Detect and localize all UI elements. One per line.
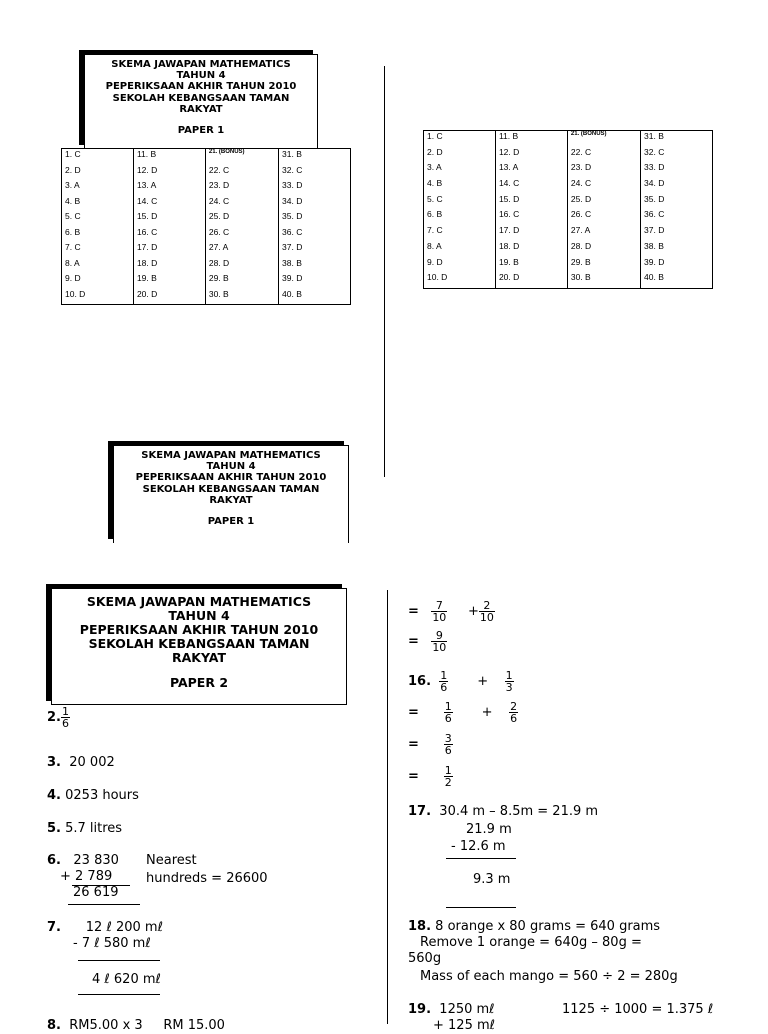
header-line5: RAKYAT — [179, 103, 223, 115]
answer-cell: 4. B — [427, 178, 443, 189]
answer-cell: 37. D — [641, 225, 713, 241]
answer-cell: 19. B — [133, 273, 205, 289]
answer-cell: 24. C — [567, 178, 640, 194]
answer-cell: 33. D — [279, 180, 351, 196]
q6-note2: hundreds = 26600 — [146, 871, 268, 886]
header-line5: RAKYAT — [209, 494, 253, 506]
answer-cell: 19. B — [495, 257, 567, 273]
table-row — [424, 225, 713, 241]
answer-cell: 17. D — [133, 242, 205, 258]
header-line3: PEPERIKSAAN AKHIR TAHUN 2010 — [135, 472, 327, 484]
q17-underline — [446, 858, 516, 859]
header-line5: RAKYAT — [171, 650, 227, 665]
paper-label: PAPER 1 — [177, 124, 225, 136]
paper1-header-box-2 — [113, 445, 349, 543]
answer-cell: 26. C — [205, 227, 278, 243]
answer-cell: 5. C — [65, 211, 81, 221]
column-divider — [384, 66, 385, 477]
answer-cell: 35. D — [279, 211, 351, 227]
answer-cell: 24. C — [205, 196, 278, 212]
table-row — [424, 257, 713, 273]
answer-cell: 16. C — [495, 209, 567, 225]
header-line1: SKEMA JAWAPAN MATHEMATICS — [86, 594, 312, 609]
q18-line3: 560g — [408, 951, 442, 966]
answer-cell: 4. B — [65, 195, 81, 206]
header-line4: SEKOLAH KEBANGSAAN TAMAN — [142, 483, 320, 495]
table-row — [424, 209, 713, 225]
paper-label: PAPER 1 — [207, 515, 255, 527]
table-row — [62, 149, 351, 165]
answer-q7: 7. 12 ℓ 200 mℓ — [47, 920, 163, 935]
answer-cell: 1. C — [427, 131, 443, 141]
answer-cell: 9. D — [427, 256, 443, 267]
answer-r2: = $\frac{9}{10}$ — [408, 629, 447, 654]
table-row — [424, 241, 713, 257]
answer-cell: 34. D — [279, 196, 351, 212]
q17-a: 21.9 m — [466, 822, 512, 837]
q6-sum: 26 619 — [73, 885, 119, 900]
answer-cell: 22. C — [205, 165, 278, 181]
answer-cell: 3. A — [427, 162, 442, 173]
table-row — [62, 196, 351, 212]
table-row — [62, 227, 351, 243]
fraction: $\frac{1}{6}$ — [61, 705, 69, 730]
answer-cell: 32. C — [641, 147, 713, 163]
q19-b: 1125 ÷ 1000 = 1.375 ℓ — [562, 1002, 714, 1017]
answer-cell: 5. C — [427, 193, 443, 204]
answer-cell: 40. B — [641, 272, 713, 288]
answer-cell: 8. A — [427, 240, 442, 251]
answer-q4: 4. 0253 hours — [47, 788, 139, 803]
answer-r5: = $\frac{1}{2}$ — [408, 764, 452, 789]
table-row — [424, 147, 713, 163]
answer-cell: 18. D — [133, 258, 205, 274]
header-line3: PEPERIKSAAN AKHIR TAHUN 2010 — [79, 622, 319, 637]
answer-cell: 27. A — [205, 242, 278, 258]
answer-q18: 18. 8 orange x 80 grams = 640 grams — [408, 919, 661, 934]
answer-cell: 39. D — [641, 257, 713, 273]
answer-r3: = $\frac{1}{6}$ + $\frac{2}{6}$ — [408, 700, 518, 725]
answer-cell: 14. C — [133, 196, 205, 212]
q17-underline-2 — [446, 907, 516, 908]
answer-cell: 6. B — [427, 209, 443, 220]
header-line4: SEKOLAH KEBANGSAAN TAMAN — [112, 92, 290, 104]
q7-underline — [78, 960, 160, 961]
table-row — [424, 272, 713, 288]
answer-cell: 39. D — [279, 273, 351, 289]
answer-cell: 22. C — [567, 147, 640, 163]
table-row — [424, 194, 713, 210]
q6-underline-2 — [68, 904, 140, 905]
answer-cell: 38. B — [641, 241, 713, 257]
answer-cell: 36. C — [279, 227, 351, 243]
answer-cell: 20. D — [133, 289, 205, 305]
column-divider-bottom — [387, 590, 388, 1024]
answer-cell: 27. A — [567, 225, 640, 241]
answer-cell: 25. D — [205, 211, 278, 227]
answer-cell: 25. D — [567, 194, 640, 210]
table-row — [424, 178, 713, 194]
answer-cell: 8. A — [65, 257, 80, 268]
header-line1: SKEMA JAWAPAN MATHEMATICS — [111, 59, 291, 70]
header-line2: TAHUN 4 — [176, 70, 226, 82]
answer-cell: 6. B — [65, 226, 81, 237]
answer-cell: 17. D — [495, 225, 567, 241]
paper1-header-box — [84, 54, 318, 149]
answer-cell: 31. B — [279, 149, 351, 165]
answer-r1: = $\frac{7}{10}$ + $\frac{2}{10}$ — [408, 599, 494, 624]
answer-cell: 13. A — [495, 162, 567, 178]
answer-cell: 23. D — [205, 180, 278, 196]
answer-cell: 40. B — [279, 289, 351, 305]
q7-subtrahend: - 7 ℓ 580 mℓ — [73, 936, 151, 951]
q6-note: Nearest — [146, 853, 197, 868]
table-row — [62, 289, 351, 305]
answer-cell: 30. B — [205, 289, 278, 305]
paper-label: PAPER 2 — [169, 675, 229, 690]
answer-cell: 20. D — [495, 272, 567, 288]
answer-cell: 21. (BONUS) — [205, 149, 278, 165]
q19-c: + 125 mℓ — [433, 1018, 496, 1033]
answer-q5: 5. 5.7 litres — [47, 821, 123, 836]
answer-q17: 17. 30.4 m – 8.5m = 21.9 m — [408, 804, 599, 819]
header-line2: TAHUN 4 — [206, 461, 256, 473]
header-line3: PEPERIKSAAN AKHIR TAHUN 2010 — [105, 81, 297, 93]
answer-cell: 15. D — [133, 211, 205, 227]
answer-cell: 7. C — [427, 225, 443, 236]
answer-cell: 11. B — [133, 149, 205, 165]
answer-cell: 38. B — [279, 258, 351, 274]
answer-q2: 2. $\frac{1}{6}$ — [47, 705, 69, 730]
answer-cell: 11. B — [495, 131, 567, 147]
q18-line4: Mass of each mango = 560 ÷ 2 = 280g — [420, 969, 678, 984]
answer-table-right — [423, 130, 713, 289]
answer-cell: 9. D — [65, 273, 81, 283]
table-row — [62, 165, 351, 181]
q17-b: - 12.6 m — [451, 839, 506, 854]
answer-q8: 8. RM5.00 x 3 RM 15.00 — [47, 1018, 225, 1033]
answer-q3: 3. 20 002 — [47, 755, 115, 770]
table-row — [424, 131, 713, 147]
table-row — [62, 180, 351, 196]
answer-cell: 29. B — [205, 273, 278, 289]
answer-cell: 7. C — [65, 242, 81, 252]
answer-cell: 28. D — [567, 241, 640, 257]
q6-addend: + 2 789 — [60, 869, 113, 884]
header-line2: TAHUN 4 — [168, 608, 230, 623]
answer-cell: 29. B — [567, 257, 640, 273]
answer-cell: 12. D — [495, 147, 567, 163]
answer-q6: 6. 23 830 — [47, 853, 119, 868]
answer-cell: 21. (BONUS) — [567, 131, 640, 147]
header-line1: SKEMA JAWAPAN MATHEMATICS — [141, 450, 321, 461]
answer-q16: 16. $\frac{1}{6}$ + $\frac{1}{3}$ — [408, 669, 513, 694]
answer-cell: 37. D — [279, 242, 351, 258]
table-row — [62, 273, 351, 289]
answer-q19: 19. 1250 mℓ — [408, 1002, 495, 1017]
q18-line2: Remove 1 orange = 640g – 80g = — [420, 935, 642, 950]
answer-cell: 18. D — [495, 241, 567, 257]
paper2-header-box — [51, 588, 347, 705]
answer-cell: 3. A — [65, 180, 80, 190]
answer-cell: 35. D — [641, 194, 713, 210]
answer-cell: 10. D — [427, 272, 448, 283]
answer-cell: 28. D — [205, 258, 278, 274]
answer-cell: 32. C — [279, 165, 351, 181]
answer-cell: 33. D — [641, 162, 713, 178]
q7-result: 4 ℓ 620 mℓ — [92, 972, 161, 987]
answer-cell: 14. C — [495, 178, 567, 194]
answer-cell: 15. D — [495, 194, 567, 210]
answer-cell: 31. B — [641, 131, 713, 147]
answer-cell: 23. D — [567, 162, 640, 178]
answer-cell: 36. C — [641, 209, 713, 225]
q17-c: 9.3 m — [473, 872, 511, 887]
answer-cell: 1. C — [65, 149, 81, 159]
answer-cell: 34. D — [641, 178, 713, 194]
answer-r4: = $\frac{3}{6}$ — [408, 732, 452, 757]
answer-cell: 2. D — [427, 146, 443, 157]
answer-cell: 30. B — [567, 272, 640, 288]
answer-cell: 2. D — [65, 164, 81, 175]
table-row — [62, 258, 351, 274]
q7-underline-2 — [78, 994, 160, 995]
table-row — [424, 162, 713, 178]
table-row — [62, 211, 351, 227]
answer-cell: 16. C — [133, 227, 205, 243]
answer-cell: 26. C — [567, 209, 640, 225]
answer-cell: 12. D — [133, 165, 205, 181]
table-row — [62, 242, 351, 258]
header-line4: SEKOLAH KEBANGSAAN TAMAN — [88, 636, 310, 651]
answer-cell: 10. D — [65, 288, 86, 299]
answer-cell: 13. A — [133, 180, 205, 196]
answer-table-left — [61, 148, 351, 305]
